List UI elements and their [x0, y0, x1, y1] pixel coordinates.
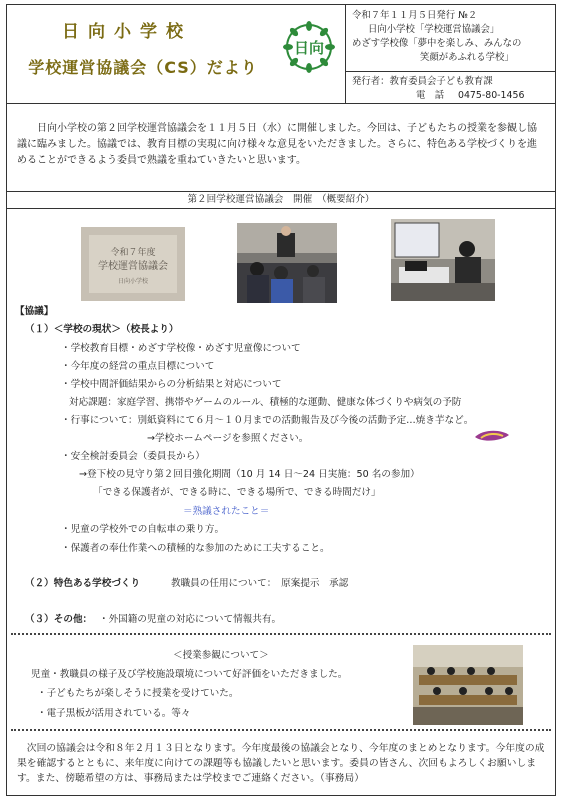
phone-number: 0475-80-1456	[458, 90, 525, 101]
item1-line: 対応課題：家庭学習、携帯やゲームのルール、積極的な運動、健康な体づくりや病気の予防	[69, 397, 462, 408]
photo-presentation	[391, 219, 495, 301]
item3-title: （３）その他：	[25, 614, 93, 625]
item1-line: →登下校の見守り第２回目強化期間（10 月 14 日～24 日実施：50 名の参加）	[79, 469, 420, 480]
lesson-title: ＜授業参観について＞	[173, 650, 269, 661]
sign-line-1: 令和７年度	[110, 248, 156, 258]
newsletter-page	[6, 4, 556, 796]
footer-text: 次回の協議会は令和８年２月１３日となります。今年度最後の協議会となり、今年度のまとめとなります。今年度の成果を確認するとともに、来年度に向けての課題等も協議したいと思います。委員の皆さん、次回もよろしくお願いします。また、傍聴希望の方は、事務局または学校までご連絡ください。（事務局）	[17, 743, 545, 784]
lesson-line: ・電子黒板が活用されている。等々	[37, 708, 191, 719]
publisher: 発行者：教育委員会子ども教育課	[352, 76, 493, 87]
vision-line-1: めざす学校像「夢中を楽しみ、みんなの	[352, 38, 522, 49]
photo-council-sign	[81, 227, 185, 301]
intro-text: 日向小学校の第２回学校運営協議会を１１月５日（水）に開催しました。今回は、子どもたちの授業を参観し協議に臨みました。協議では、教育目標の実現に向け様々な意見をいただきました。さらに、特色ある学校づくりを進めることができるよう委員で熟議を重ねていきたいと思います。	[17, 123, 537, 166]
dotted-divider	[11, 633, 551, 635]
council-label: 日向小学校「学校運営協議会」	[368, 24, 500, 35]
sign-line-2: 学校運営協議会	[98, 261, 168, 272]
issue-info-block	[345, 5, 556, 103]
item1-line-highlight: ＝熟議されたこと＝	[183, 506, 270, 517]
school-emblem-icon	[281, 17, 337, 81]
emblem-text: 日向	[293, 39, 325, 57]
title-block	[7, 5, 345, 103]
item1-title: （１）＜学校の現状＞（校長より）	[25, 324, 179, 335]
intro-section	[7, 103, 555, 192]
item1-line: ・行事について：別紙資料にて６月～１０月までの活動報告及び今後の活動予定…焼き芋など。	[61, 415, 474, 426]
phone-label: 電 話	[416, 90, 445, 101]
sign-line-3: 日向小学校	[117, 278, 149, 285]
issue-date: 令和７年１１月５日発行 №２	[352, 10, 478, 21]
item2-title: （２）特色ある学校づくり	[25, 578, 141, 589]
vision-line-2: 笑顔があふれる学校」	[420, 52, 514, 63]
lesson-line: 児童・教職員の様子及び学校施設環境について好評価をいただきました。	[31, 669, 348, 680]
item1-line: →学校ホームページを参照ください。	[147, 433, 309, 444]
newsletter-header	[7, 5, 555, 104]
item1-line: ・保護者の奉仕作業への積極的な参加のために工夫すること。	[61, 543, 330, 554]
dotted-divider	[11, 729, 551, 731]
info-divider	[346, 71, 556, 72]
item3-text: ・外国籍の児童の対応について情報共有。	[99, 614, 282, 625]
item1-line: ・学校教育目標・めざす学校像・めざす児童像について	[61, 343, 301, 354]
sweet-potato-icon	[473, 429, 511, 443]
section-title: 第２回学校運営協議会 開催 （概要紹介）	[7, 191, 555, 209]
photo-classroom	[413, 645, 523, 725]
item2-text: 教職員の任用について： 原案提示 承認	[171, 578, 349, 589]
lesson-line: ・子どもたちが楽しそうに授業を受けていた。	[37, 688, 239, 699]
item1-line: ・今年度の経営の重点目標について	[61, 361, 215, 372]
item1-line: ・学校中間評価結果からの分析結果と対応について	[61, 379, 282, 390]
newsletter-title: 学校運営協議会（CS）だより	[28, 58, 258, 77]
item1-line: 「できる保護者が、できる時に、できる場所で、できる時間だけ」	[93, 487, 381, 498]
photo-meeting-room	[237, 223, 337, 303]
item1-line: ・安全検討委員会（委員長から）	[61, 451, 205, 462]
school-name: 日向小学校	[62, 22, 192, 42]
kyogi-heading: 【協議】	[15, 306, 54, 317]
item1-line: ・児童の学校外での自転車の乗り方。	[61, 524, 225, 535]
